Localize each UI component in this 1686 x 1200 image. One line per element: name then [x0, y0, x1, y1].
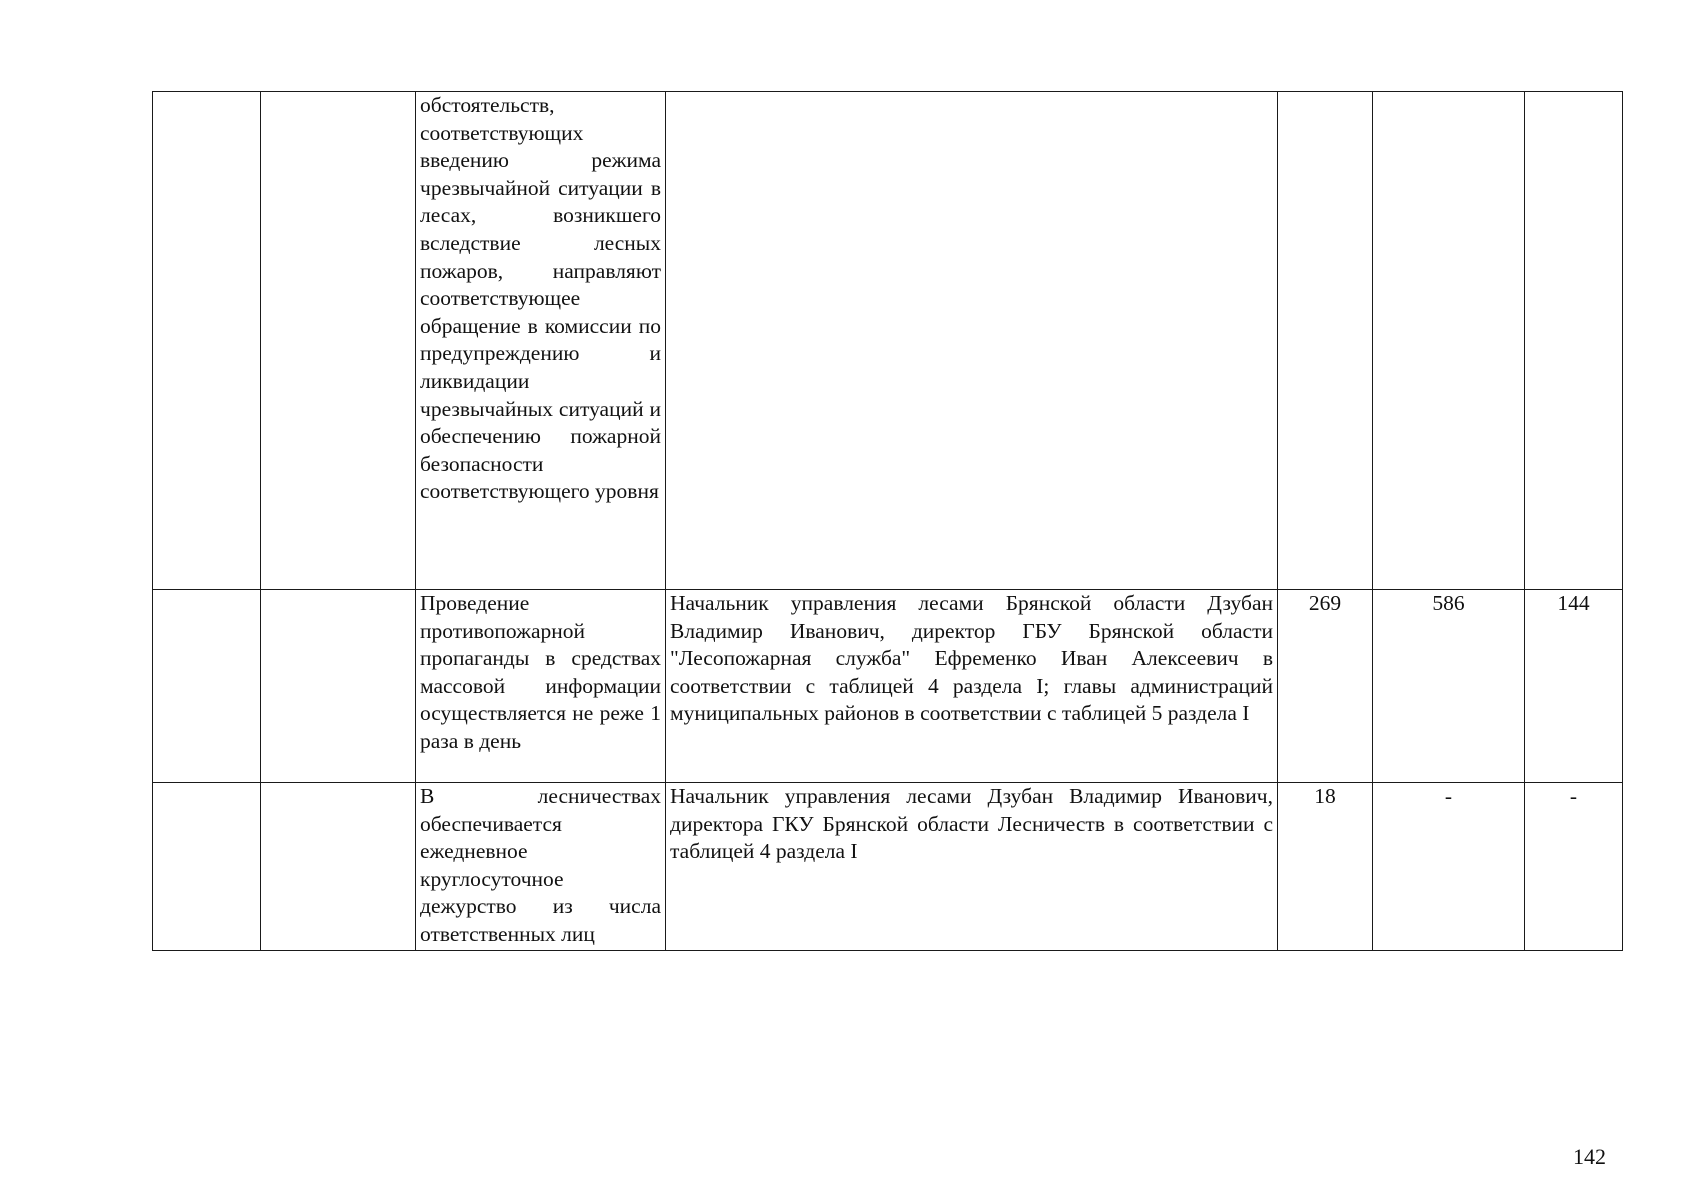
- page-number: 142: [1573, 1144, 1606, 1169]
- responsible-cell: [666, 92, 1278, 590]
- row-number-cell: [153, 590, 261, 783]
- row-number-cell: [153, 783, 261, 951]
- section-cell: [261, 590, 416, 783]
- measures-table: [152, 91, 1623, 951]
- measure-cell: Проведение противопожарной пропаганды в средствах массовой информации осуществляется не реже 1 раза в день: [416, 590, 666, 783]
- responsible-cell: Начальник управления лесами Дзубан Владимир Иванович, директора ГКУ Брянской области Лесничеств в соответствии с таблицей 4 раздела I: [666, 783, 1278, 951]
- value2-cell: -: [1373, 783, 1525, 951]
- section-cell: [261, 783, 416, 951]
- value3-cell: 144: [1525, 590, 1623, 783]
- value1-cell: [1278, 92, 1373, 590]
- measure-cell: обстоятельств, соответствующих введению режима чрезвычайной ситуации в лесах, возникшего вследствие лесных пожаров, направляют соответствующее обращение в комиссии по предупреждению и ликвидации чрезвычайных ситуаций и обеспечению пожарной безопасности соответствующего уровня: [416, 92, 666, 590]
- table-row: [153, 92, 1623, 590]
- value1-cell: 269: [1278, 590, 1373, 783]
- table-row: [153, 783, 1623, 951]
- row-number-cell: [153, 92, 261, 590]
- value1-cell: 18: [1278, 783, 1373, 951]
- value2-cell: [1373, 92, 1525, 590]
- table-row: [153, 590, 1623, 783]
- value3-cell: [1525, 92, 1623, 590]
- value2-cell: 586: [1373, 590, 1525, 783]
- value3-cell: -: [1525, 783, 1623, 951]
- responsible-cell: Начальник управления лесами Брянской области Дзубан Владимир Иванович, директор ГБУ Брянской области "Лесопожарная служба" Ефременко Иван Алексеевич в соответствии с таблицей 4 раздела I; главы администраций муниципальных районов в соответствии с таблицей 5 раздела I: [666, 590, 1278, 783]
- measure-cell: В лесничествах обеспечивается ежедневное круглосуточное дежурство из числа ответственных лиц: [416, 783, 666, 951]
- section-cell: [261, 92, 416, 590]
